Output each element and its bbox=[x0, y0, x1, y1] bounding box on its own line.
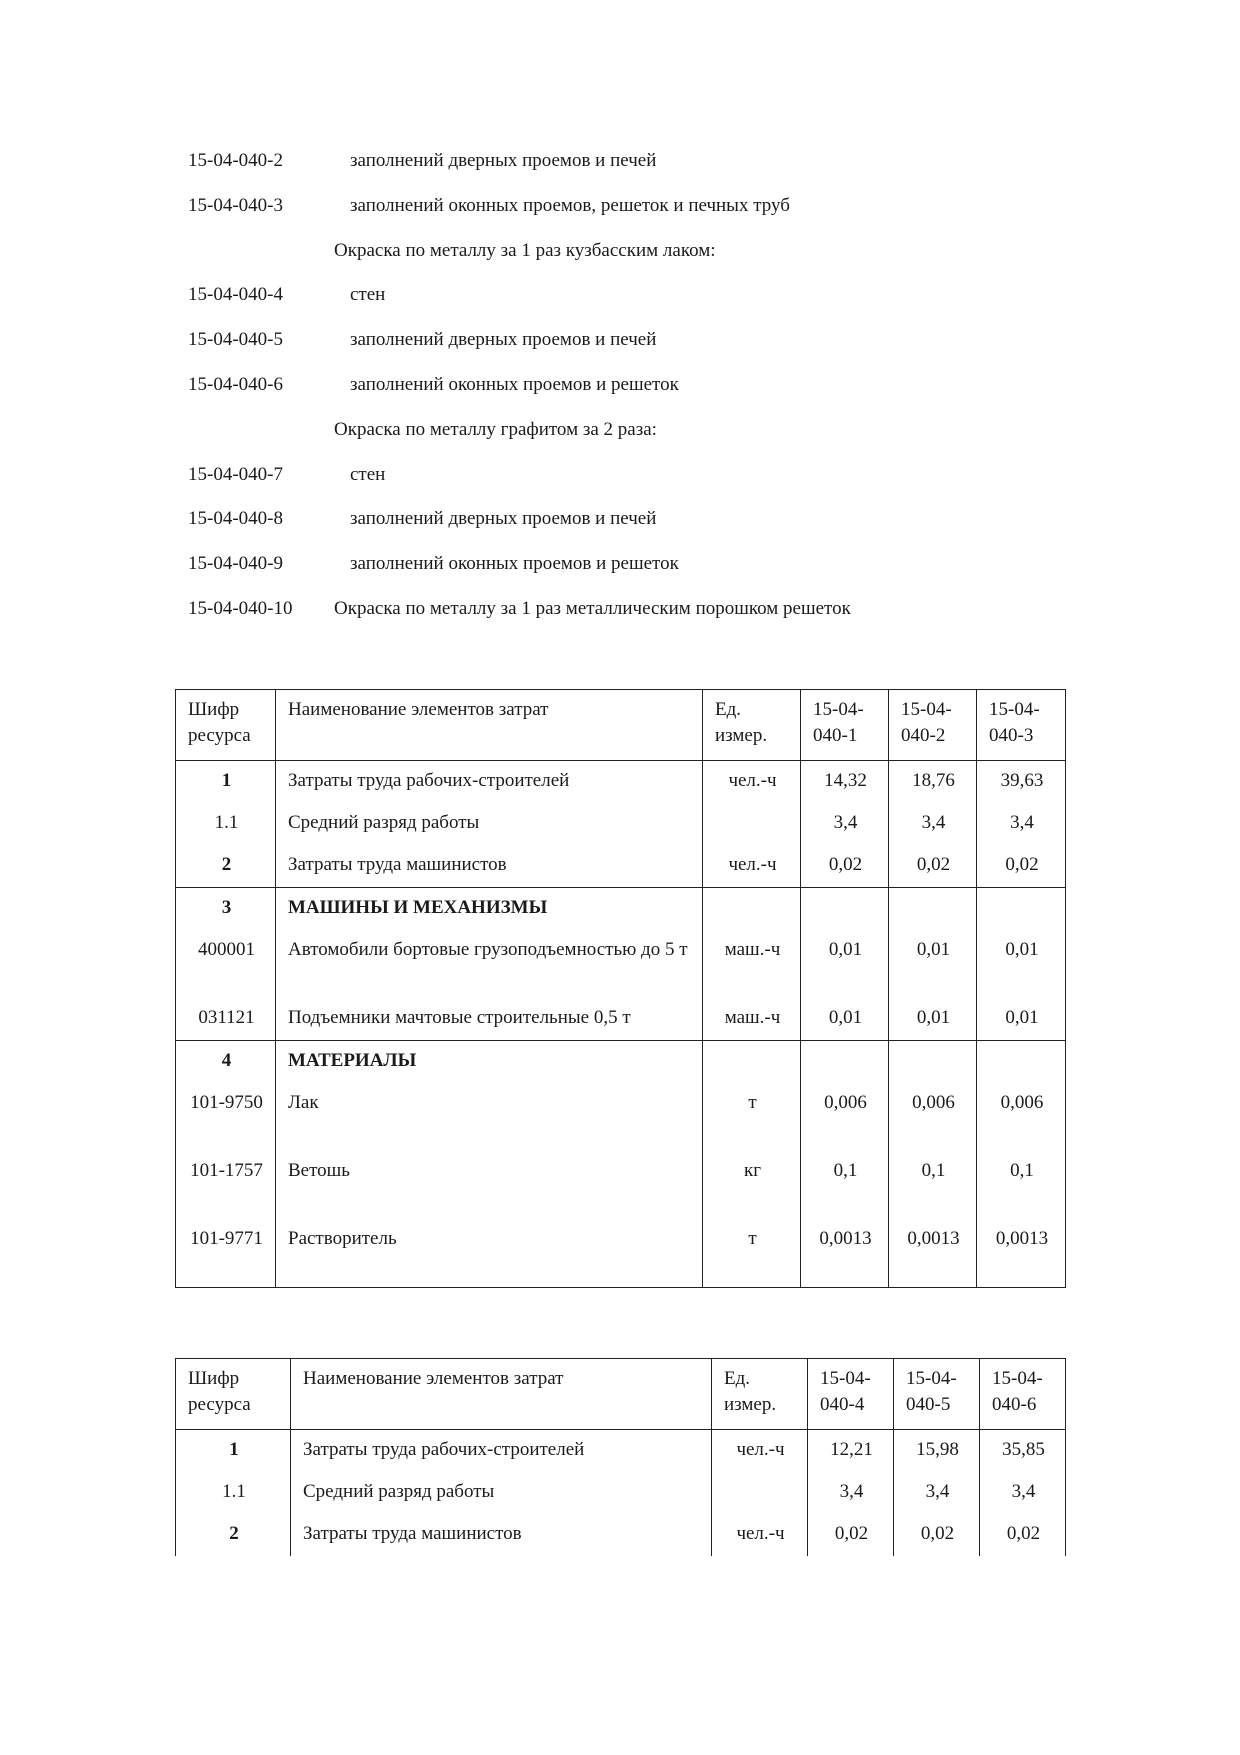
cost-element-name bbox=[276, 1151, 703, 1219]
unit-of-measure: чел.-ч bbox=[712, 1514, 808, 1556]
norm-code: 15-04-040-5 bbox=[188, 329, 283, 351]
cost-element-text: Затраты труда рабочих-строителей bbox=[303, 1439, 585, 1460]
unit-of-measure: маш.-ч bbox=[703, 930, 801, 998]
norm-value: 0,02 bbox=[889, 845, 977, 888]
cost-element-name bbox=[276, 761, 703, 804]
norm-value: 0,02 bbox=[808, 1514, 894, 1556]
header-unit: Ед. измер. bbox=[703, 690, 801, 761]
norm-value: 0,0013 bbox=[977, 1219, 1066, 1288]
table-header-row bbox=[176, 1359, 1066, 1430]
list-item bbox=[188, 191, 1068, 236]
list-item bbox=[188, 460, 1068, 505]
norm-code: 15-04-040-3 bbox=[188, 194, 283, 216]
list-item bbox=[188, 370, 1068, 415]
table-row bbox=[176, 845, 1066, 888]
norm-value bbox=[977, 888, 1066, 931]
norm-value: 0,01 bbox=[801, 998, 889, 1041]
norm-code: 15-04-040-2 bbox=[188, 150, 283, 171]
header-norm-code: 15-04-040-3 bbox=[977, 690, 1066, 761]
header-norm-code: 15-04-040-2 bbox=[889, 690, 977, 761]
resource-code: 1.1 bbox=[176, 1472, 291, 1514]
table-row bbox=[176, 1151, 1066, 1219]
norm-value bbox=[889, 1041, 977, 1084]
table-row bbox=[176, 998, 1066, 1041]
resource-code: 400001 bbox=[176, 930, 276, 998]
header-norm-code: 15-04-040-4 bbox=[808, 1359, 894, 1430]
norm-value: 18,76 bbox=[889, 761, 977, 804]
resource-code: 101-9750 bbox=[176, 1083, 276, 1151]
norm-description: заполнений оконных проемов и решеток bbox=[350, 553, 679, 575]
table-header-row bbox=[176, 690, 1066, 761]
cost-element-name bbox=[276, 1083, 703, 1151]
cost-element-name bbox=[276, 1219, 703, 1288]
norm-value: 3,4 bbox=[977, 803, 1066, 845]
norm-value: 39,63 bbox=[977, 761, 1066, 804]
resource-code: 4 bbox=[176, 1041, 276, 1084]
norm-value: 0,006 bbox=[889, 1083, 977, 1151]
cost-element-text: МАШИНЫ И МЕХАНИЗМЫ bbox=[288, 897, 548, 918]
norm-value: 3,4 bbox=[889, 803, 977, 845]
norm-code: 15-04-040-4 bbox=[188, 284, 283, 306]
cost-element-name bbox=[291, 1472, 712, 1514]
norm-value: 0,006 bbox=[977, 1083, 1066, 1151]
cost-element-text: Средний разряд работы bbox=[303, 1481, 495, 1502]
table-row bbox=[176, 1219, 1066, 1288]
list-heading bbox=[188, 236, 1068, 281]
norm-value bbox=[889, 888, 977, 931]
norm-description: Окраска по металлу за 1 раз кузбасским лаком: bbox=[334, 239, 716, 261]
resource-code: 1 bbox=[176, 1430, 291, 1473]
header-norm-code: 15-04-040-1 bbox=[801, 690, 889, 761]
unit-of-measure bbox=[703, 888, 801, 931]
norm-value: 0,1 bbox=[977, 1151, 1066, 1219]
norm-description: заполнений оконных проемов, решеток и печных труб bbox=[350, 194, 790, 216]
norm-code: 15-04-040-9 bbox=[188, 553, 283, 575]
resource-code: 101-9771 bbox=[176, 1219, 276, 1288]
resource-code: 101-1757 bbox=[176, 1151, 276, 1219]
norm-description: Окраска по металлу за 1 раз металлическим порошком решеток bbox=[334, 597, 851, 619]
norm-value: 0,02 bbox=[894, 1514, 980, 1556]
norm-value: 0,0013 bbox=[889, 1219, 977, 1288]
unit-of-measure bbox=[703, 1041, 801, 1084]
norm-value: 0,01 bbox=[889, 930, 977, 998]
table-row bbox=[176, 1514, 1066, 1556]
cost-element-name bbox=[291, 1514, 712, 1556]
cost-element-name bbox=[276, 1041, 703, 1084]
list-item bbox=[188, 549, 1068, 594]
cost-element-name bbox=[276, 803, 703, 845]
norm-value: 0,02 bbox=[980, 1514, 1066, 1556]
norm-description: заполнений дверных проемов и печей bbox=[350, 508, 657, 530]
norm-value: 3,4 bbox=[808, 1472, 894, 1514]
norm-value: 12,21 bbox=[808, 1430, 894, 1473]
header-name: Наименование элементов затрат bbox=[291, 1359, 712, 1430]
cost-element-text: МАТЕРИАЛЫ bbox=[288, 1050, 417, 1071]
norm-description: стен bbox=[350, 463, 386, 485]
cost-element-text: Лак bbox=[288, 1092, 319, 1113]
norm-value: 0,01 bbox=[977, 998, 1066, 1041]
header-norm-code: 15-04-040-6 bbox=[980, 1359, 1066, 1430]
cost-element-text: Затраты труда машинистов bbox=[288, 854, 507, 875]
norm-description: заполнений дверных проемов и печей bbox=[350, 329, 657, 351]
cost-element-text: Подъемники мачтовые строительные 0,5 т bbox=[288, 1007, 631, 1028]
norm-value: 14,32 bbox=[801, 761, 889, 804]
unit-of-measure: чел.-ч bbox=[712, 1430, 808, 1473]
header-code: Шифр ресурса bbox=[176, 1359, 291, 1430]
resource-table-1 bbox=[175, 689, 1066, 1288]
norm-value bbox=[801, 1041, 889, 1084]
resource-table-2 bbox=[175, 1358, 1066, 1556]
resource-code: 031121 bbox=[176, 998, 276, 1041]
unit-of-measure: чел.-ч bbox=[703, 761, 801, 804]
norm-description: заполнений оконных проемов и решеток bbox=[350, 373, 679, 395]
unit-of-measure: маш.-ч bbox=[703, 998, 801, 1041]
norm-value: 3,4 bbox=[801, 803, 889, 845]
norm-value: 0,1 bbox=[889, 1151, 977, 1219]
norm-value bbox=[977, 1041, 1066, 1084]
unit-of-measure: чел.-ч bbox=[703, 845, 801, 888]
cost-element-name bbox=[291, 1430, 712, 1473]
table-row bbox=[176, 888, 1066, 931]
unit-of-measure bbox=[712, 1472, 808, 1514]
table-row bbox=[176, 1472, 1066, 1514]
resource-code: 1 bbox=[176, 761, 276, 804]
table-row bbox=[176, 761, 1066, 804]
resource-code: 1.1 bbox=[176, 803, 276, 845]
cost-element-text: Автомобили бортовые грузоподъемностью до 5 т bbox=[288, 939, 688, 960]
list-item bbox=[188, 146, 1068, 191]
cost-element-text: Средний разряд работы bbox=[288, 812, 480, 833]
header-name: Наименование элементов затрат bbox=[276, 690, 703, 761]
norm-code: 15-04-040-6 bbox=[188, 373, 283, 395]
cost-element-text: Растворитель bbox=[288, 1228, 397, 1249]
unit-of-measure: т bbox=[703, 1083, 801, 1151]
norm-value: 3,4 bbox=[894, 1472, 980, 1514]
resource-code: 3 bbox=[176, 888, 276, 931]
norm-description: стен bbox=[350, 284, 386, 306]
cost-element-text: Ветошь bbox=[288, 1160, 350, 1181]
table-row bbox=[176, 803, 1066, 845]
list-item bbox=[188, 594, 1068, 639]
table-row bbox=[176, 1083, 1066, 1151]
norm-code: 15-04-040-8 bbox=[188, 508, 283, 530]
cost-element-text: Затраты труда машинистов bbox=[303, 1523, 522, 1544]
norm-value: 0,006 bbox=[801, 1083, 889, 1151]
norm-value: 0,01 bbox=[801, 930, 889, 998]
table-row bbox=[176, 1041, 1066, 1084]
norm-value: 0,02 bbox=[801, 845, 889, 888]
cost-element-name bbox=[276, 888, 703, 931]
norm-value: 0,0013 bbox=[801, 1219, 889, 1288]
cost-element-name bbox=[276, 930, 703, 998]
table-row bbox=[176, 930, 1066, 998]
unit-of-measure bbox=[703, 803, 801, 845]
list-item bbox=[188, 280, 1068, 325]
norm-value: 0,02 bbox=[977, 845, 1066, 888]
cost-element-text: Затраты труда рабочих-строителей bbox=[288, 770, 570, 791]
norm-code: 15-04-040-10 bbox=[188, 597, 293, 619]
list-heading bbox=[188, 415, 1068, 460]
norm-description: Окраска по металлу графитом за 2 раза: bbox=[334, 418, 657, 440]
list-item bbox=[188, 325, 1068, 370]
norm-value: 15,98 bbox=[894, 1430, 980, 1473]
cost-element-name bbox=[276, 998, 703, 1041]
unit-of-measure: кг bbox=[703, 1151, 801, 1219]
norm-value: 0,01 bbox=[889, 998, 977, 1041]
norm-list bbox=[188, 146, 1068, 639]
resource-code: 2 bbox=[176, 845, 276, 888]
norm-description: заполнений дверных проемов и печей bbox=[350, 150, 657, 171]
header-code: Шифр ресурса bbox=[176, 690, 276, 761]
norm-value: 35,85 bbox=[980, 1430, 1066, 1473]
header-unit: Ед. измер. bbox=[712, 1359, 808, 1430]
table-row bbox=[176, 1430, 1066, 1473]
unit-of-measure: т bbox=[703, 1219, 801, 1288]
norm-value: 0,1 bbox=[801, 1151, 889, 1219]
norm-value bbox=[801, 888, 889, 931]
header-norm-code: 15-04-040-5 bbox=[894, 1359, 980, 1430]
norm-value: 0,01 bbox=[977, 930, 1066, 998]
cost-element-name bbox=[276, 845, 703, 888]
resource-code: 2 bbox=[176, 1514, 291, 1556]
list-item bbox=[188, 504, 1068, 549]
norm-value: 3,4 bbox=[980, 1472, 1066, 1514]
norm-code: 15-04-040-7 bbox=[188, 463, 283, 485]
